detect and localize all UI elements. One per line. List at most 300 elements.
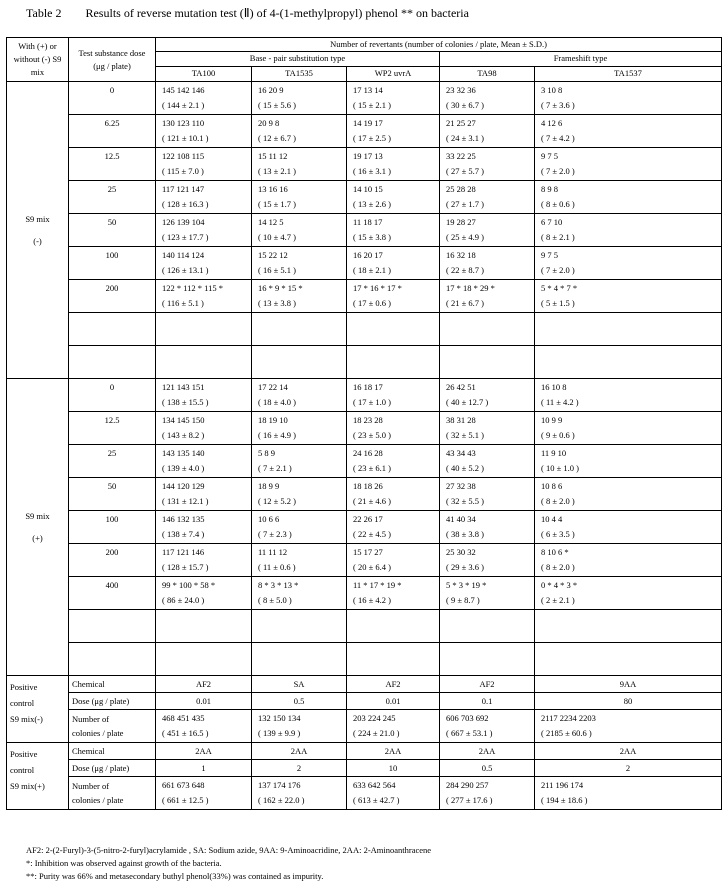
data-row	[7, 280, 722, 313]
mean-sd	[446, 133, 530, 144]
colony-count-values: 146 132 135	[162, 514, 205, 524]
dose-cell: 25	[69, 181, 156, 214]
colony-counts	[446, 780, 530, 791]
mean-sd-value: ( 138 ± 15.5 )	[162, 397, 209, 407]
colony-counts	[541, 118, 717, 129]
colony-count-values: 11 11 12	[258, 547, 288, 557]
colony-count-values: 9 7 5	[541, 250, 558, 260]
colony-counts	[353, 382, 435, 393]
blank-cell	[156, 643, 252, 676]
colony-counts	[541, 151, 717, 162]
colony-counts	[446, 118, 530, 129]
blank-cell	[440, 346, 535, 379]
count-box	[156, 379, 251, 411]
count-cell	[156, 247, 252, 280]
count-cell	[252, 511, 347, 544]
colony-counts	[353, 151, 435, 162]
colony-count-values: 16 * 9 * 15 *	[258, 283, 303, 293]
colony-count-values: 211 196 174	[541, 780, 584, 790]
colony-counts	[353, 415, 435, 426]
colony-count-values: 21 25 27	[446, 118, 476, 128]
mean-sd-value: ( 20 ± 6.4 )	[353, 562, 391, 572]
count-cell	[440, 247, 535, 280]
colony-count-values: 11 * 17 * 19 *	[353, 580, 402, 590]
count-box	[535, 82, 721, 114]
count-box	[252, 478, 346, 510]
number-label-line: colonies / plate	[72, 728, 124, 738]
s9-label-sign: (-)	[33, 235, 42, 246]
colony-counts	[446, 151, 530, 162]
mean-sd-value: ( 12 ± 5.2 )	[258, 496, 296, 506]
count-cell	[535, 478, 722, 511]
count-cell	[156, 82, 252, 115]
dose-value: 2	[252, 760, 347, 777]
blank-cell	[156, 313, 252, 346]
count-cell	[440, 412, 535, 445]
positive-chemical-row	[7, 743, 722, 760]
count-box	[156, 478, 251, 510]
colony-count-values: 10 4 4	[541, 514, 563, 524]
blank-cell	[156, 610, 252, 643]
colony-count-values: 20 9 8	[258, 118, 280, 128]
count-cell	[440, 214, 535, 247]
mean-sd	[162, 298, 247, 309]
mean-sd-value: ( 30 ± 6.7 )	[446, 100, 484, 110]
mean-sd-value: ( 25 ± 4.9 )	[446, 232, 484, 242]
colony-count-values: 633 642 564	[353, 780, 396, 790]
blank-cell	[69, 610, 156, 643]
mean-sd	[541, 265, 717, 276]
number-label-line: Number of	[72, 781, 110, 791]
mean-sd-value: ( 115 ± 7.0 )	[162, 166, 204, 176]
colony-count-values: 130 123 110	[162, 118, 205, 128]
colony-count-values: 16 20 9	[258, 85, 284, 95]
blank-cell	[440, 313, 535, 346]
mean-sd	[446, 562, 530, 573]
colony-counts	[162, 85, 247, 96]
count-cell	[156, 777, 252, 810]
count-cell	[347, 379, 440, 412]
colony-count-values: 117 121 147	[162, 184, 205, 194]
count-box	[252, 511, 346, 543]
mean-sd	[162, 430, 247, 441]
mean-sd-value: ( 8 ± 0.6 )	[541, 199, 575, 209]
count-cell	[535, 379, 722, 412]
colony-count-values: 140 114 124	[162, 250, 205, 260]
colony-counts	[353, 780, 435, 791]
mean-sd	[258, 166, 342, 177]
count-cell	[156, 445, 252, 478]
count-cell	[440, 478, 535, 511]
count-cell	[252, 148, 347, 181]
count-box	[347, 115, 439, 147]
colony-counts	[258, 547, 342, 558]
colony-counts	[446, 217, 530, 228]
mean-sd-value: ( 661 ± 12.5 )	[162, 795, 209, 805]
count-cell	[440, 544, 535, 577]
count-box	[535, 511, 721, 543]
count-box	[252, 214, 346, 246]
mean-sd-value: ( 13 ± 2.6 )	[353, 199, 391, 209]
mean-sd-value: ( 194 ± 18.6 )	[541, 795, 588, 805]
count-cell	[347, 412, 440, 445]
colony-count-values: 14 19 17	[353, 118, 383, 128]
colony-count-values: 11 9 10	[541, 448, 567, 458]
colony-counts	[353, 250, 435, 261]
mean-sd-value: ( 7 ± 4.2 )	[541, 133, 575, 143]
mean-sd	[541, 166, 717, 177]
count-cell	[347, 511, 440, 544]
count-box	[535, 478, 721, 510]
count-box	[156, 247, 251, 279]
count-cell	[440, 280, 535, 313]
count-box	[156, 710, 251, 742]
count-cell	[252, 181, 347, 214]
colony-count-values: 38 31 28	[446, 415, 476, 425]
mean-sd	[353, 595, 435, 606]
count-cell	[440, 148, 535, 181]
chemical-value: AF2	[156, 676, 252, 693]
count-cell	[347, 181, 440, 214]
colony-count-values: 121 143 151	[162, 382, 205, 392]
mean-sd	[446, 795, 530, 806]
colony-counts	[258, 118, 342, 129]
colony-count-values: 15 17 27	[353, 547, 383, 557]
colony-count-values: 22 26 17	[353, 514, 383, 524]
dose-value: 0.5	[252, 693, 347, 710]
count-cell	[252, 247, 347, 280]
mean-sd-value: ( 38 ± 3.8 )	[446, 529, 484, 539]
mean-sd-value: ( 17 ± 2.5 )	[353, 133, 391, 143]
colony-counts	[541, 713, 717, 724]
count-box	[535, 577, 721, 609]
count-box	[156, 777, 251, 809]
dose-cell: 12.5	[69, 148, 156, 181]
colony-count-values: 143 135 140	[162, 448, 205, 458]
colony-counts	[258, 580, 342, 591]
data-row	[7, 247, 722, 280]
header-dose: Test substance dose (μg / plate)	[69, 38, 156, 82]
colony-counts	[258, 780, 342, 791]
positive-control-label-line: S9 mix(+)	[10, 781, 45, 791]
chemical-value: 2AA	[535, 743, 722, 760]
colony-count-values: 137 174 176	[258, 780, 301, 790]
mean-sd	[258, 562, 342, 573]
colony-count-values: 126 139 104	[162, 217, 205, 227]
mean-sd	[258, 397, 342, 408]
colony-count-values: 23 32 36	[446, 85, 476, 95]
mean-sd-value: ( 40 ± 12.7 )	[446, 397, 489, 407]
colony-count-values: 19 28 27	[446, 217, 476, 227]
count-box	[440, 280, 534, 312]
dose-value: 0.1	[440, 693, 535, 710]
mean-sd	[353, 100, 435, 111]
colony-counts	[541, 415, 717, 426]
positive-control-label	[7, 676, 69, 743]
colony-counts	[541, 448, 717, 459]
colony-counts	[353, 85, 435, 96]
count-box	[347, 214, 439, 246]
positive-dose-row	[7, 760, 722, 777]
count-box	[252, 280, 346, 312]
count-cell	[440, 511, 535, 544]
colony-count-values: 16 10 8	[541, 382, 567, 392]
colony-counts	[258, 713, 342, 724]
mean-sd-value: ( 18 ± 2.1 )	[353, 265, 391, 275]
mean-sd	[446, 397, 530, 408]
count-box	[252, 82, 346, 114]
count-box	[252, 544, 346, 576]
mean-sd-value: ( 17 ± 1.0 )	[353, 397, 391, 407]
count-cell	[535, 777, 722, 810]
count-box	[156, 148, 251, 180]
count-box	[347, 379, 439, 411]
colony-counts	[258, 151, 342, 162]
colony-count-values: 3 10 8	[541, 85, 563, 95]
strain-wp2-uvra: WP2 uvrA	[347, 66, 440, 81]
mean-sd	[162, 562, 247, 573]
data-row	[7, 412, 722, 445]
colony-counts	[446, 514, 530, 525]
count-cell	[156, 412, 252, 445]
mean-sd-value: ( 121 ± 10.1 )	[162, 133, 209, 143]
count-box	[440, 412, 534, 444]
strain-ta1537: TA1537	[535, 66, 722, 81]
count-cell	[252, 115, 347, 148]
count-cell	[535, 280, 722, 313]
colony-count-values: 16 18 17	[353, 382, 383, 392]
mean-sd-value: ( 40 ± 5.2 )	[446, 463, 484, 473]
data-row	[7, 577, 722, 610]
chemical-value: 9AA	[535, 676, 722, 693]
chemical-value: SA	[252, 676, 347, 693]
colony-count-values: 284 290 257	[446, 780, 489, 790]
mean-sd	[162, 463, 247, 474]
count-box	[440, 445, 534, 477]
colony-counts	[162, 151, 247, 162]
mean-sd	[353, 562, 435, 573]
colony-counts	[258, 448, 342, 459]
count-cell	[252, 412, 347, 445]
count-box	[347, 544, 439, 576]
colony-count-values: 15 11 12	[258, 151, 288, 161]
count-cell	[535, 247, 722, 280]
colony-counts	[258, 85, 342, 96]
mean-sd-value: ( 8 ± 2.1 )	[541, 232, 575, 242]
dose-cell: 12.5	[69, 412, 156, 445]
blank-cell	[252, 346, 347, 379]
colony-counts	[258, 184, 342, 195]
mean-sd-value: ( 131 ± 12.1 )	[162, 496, 209, 506]
dose-cell: 200	[69, 280, 156, 313]
count-cell	[440, 379, 535, 412]
colony-count-values: 606 703 692	[446, 713, 489, 723]
mean-sd-value: ( 15 ± 3.8 )	[353, 232, 391, 242]
colony-count-values: 18 19 10	[258, 415, 288, 425]
colony-counts	[258, 250, 342, 261]
count-cell	[252, 445, 347, 478]
blank-cell	[440, 610, 535, 643]
count-box	[252, 412, 346, 444]
colony-count-values: 27 32 38	[446, 481, 476, 491]
count-box	[252, 577, 346, 609]
colony-counts	[541, 217, 717, 228]
mean-sd-value: ( 8 ± 5.0 )	[258, 595, 292, 605]
dose-value: 2	[535, 760, 722, 777]
colony-counts	[162, 118, 247, 129]
dose-label: Dose (μg / plate)	[69, 693, 156, 710]
blank-row	[7, 643, 722, 676]
count-cell	[347, 115, 440, 148]
colony-count-values: 15 22 12	[258, 250, 288, 260]
colony-count-values: 8 10 6 *	[541, 547, 569, 557]
mean-sd	[258, 496, 342, 507]
chemical-value: AF2	[347, 676, 440, 693]
colony-counts	[162, 415, 247, 426]
colony-count-values: 468 451 435	[162, 713, 205, 723]
count-box	[347, 247, 439, 279]
colony-counts	[541, 184, 717, 195]
count-box	[440, 148, 534, 180]
mean-sd-value: ( 18 ± 4.0 )	[258, 397, 296, 407]
colony-counts	[162, 448, 247, 459]
count-box	[347, 280, 439, 312]
count-box	[535, 115, 721, 147]
mean-sd-value: ( 29 ± 3.6 )	[446, 562, 484, 572]
mean-sd-value: ( 8 ± 2.0 )	[541, 562, 575, 572]
count-cell	[535, 577, 722, 610]
count-cell	[156, 181, 252, 214]
colony-counts	[162, 481, 247, 492]
colony-count-values: 5 * 3 * 19 *	[446, 580, 487, 590]
mean-sd	[541, 100, 717, 111]
count-cell	[347, 478, 440, 511]
colony-count-values: 117 121 146	[162, 547, 205, 557]
colony-count-values: 6 7 10	[541, 217, 563, 227]
colony-counts	[162, 514, 247, 525]
mean-sd-value: ( 23 ± 6.1 )	[353, 463, 391, 473]
mean-sd	[353, 199, 435, 210]
count-cell	[252, 82, 347, 115]
mean-sd	[162, 166, 247, 177]
colony-counts	[353, 118, 435, 129]
positive-count-row	[7, 777, 722, 810]
colony-count-values: 17 22 14	[258, 382, 288, 392]
count-cell	[156, 511, 252, 544]
mean-sd-value: ( 11 ± 4.2 )	[541, 397, 579, 407]
count-box	[156, 544, 251, 576]
count-box	[252, 445, 346, 477]
mean-sd	[541, 232, 717, 243]
mean-sd	[353, 265, 435, 276]
mean-sd	[353, 463, 435, 474]
colony-count-values: 25 30 32	[446, 547, 476, 557]
colony-count-values: 18 23 28	[353, 415, 383, 425]
mean-sd-value: ( 9 ± 0.6 )	[541, 430, 575, 440]
mean-sd-value: ( 16 ± 4.2 )	[353, 595, 391, 605]
colony-counts	[353, 448, 435, 459]
mean-sd	[353, 529, 435, 540]
dose-cell: 50	[69, 478, 156, 511]
colony-count-values: 10 9 9	[541, 415, 563, 425]
blank-cell	[347, 610, 440, 643]
colony-counts	[446, 85, 530, 96]
mean-sd	[353, 728, 435, 739]
colony-counts	[258, 283, 342, 294]
colony-counts	[258, 514, 342, 525]
positive-control-label-line: Positive	[10, 682, 38, 692]
colony-counts	[446, 382, 530, 393]
colony-counts	[162, 184, 247, 195]
count-box	[535, 280, 721, 312]
count-box	[347, 478, 439, 510]
dose-value: 0.5	[440, 760, 535, 777]
footnotes	[26, 844, 431, 883]
mean-sd-value: ( 116 ± 5.1 )	[162, 298, 204, 308]
chemical-value: 2AA	[252, 743, 347, 760]
count-box	[156, 214, 251, 246]
footnote-purity: **: Purity was 66% and metasecondary buthyl phenol(33%) was contained as impurity.	[26, 871, 324, 881]
header-row-1	[7, 38, 722, 52]
count-box	[440, 115, 534, 147]
mean-sd-value: ( 5 ± 1.5 )	[541, 298, 575, 308]
blank-cell	[69, 313, 156, 346]
count-box	[535, 379, 721, 411]
mean-sd-value: ( 9 ± 8.7 )	[446, 595, 480, 605]
colony-counts	[446, 481, 530, 492]
count-box	[535, 181, 721, 213]
number-label-line: Number of	[72, 714, 110, 724]
colony-count-values: 203 224 245	[353, 713, 396, 723]
colony-count-values: 13 16 16	[258, 184, 288, 194]
colony-count-values: 18 18 26	[353, 481, 383, 491]
colony-counts	[162, 283, 247, 294]
count-box	[535, 148, 721, 180]
mean-sd	[258, 728, 342, 739]
count-cell	[535, 214, 722, 247]
count-cell	[347, 214, 440, 247]
mean-sd	[541, 430, 717, 441]
colony-counts	[353, 184, 435, 195]
mean-sd-value: ( 13 ± 2.1 )	[258, 166, 296, 176]
mean-sd	[258, 529, 342, 540]
mean-sd	[541, 298, 717, 309]
colony-count-values: 99 * 100 * 58 *	[162, 580, 216, 590]
count-cell	[347, 280, 440, 313]
mean-sd	[541, 728, 717, 739]
colony-count-values: 145 142 146	[162, 85, 205, 95]
mean-sd-value: ( 10 ± 1.0 )	[541, 463, 579, 473]
colony-counts	[541, 580, 717, 591]
colony-count-values: 4 12 6	[541, 118, 563, 128]
colony-counts	[446, 250, 530, 261]
mean-sd	[353, 133, 435, 144]
count-box	[535, 412, 721, 444]
strain-ta1535: TA1535	[252, 66, 347, 81]
dose-value: 10	[347, 760, 440, 777]
chemical-value: 2AA	[440, 743, 535, 760]
dose-value: 0.01	[156, 693, 252, 710]
dose-cell: 25	[69, 445, 156, 478]
colony-counts	[162, 382, 247, 393]
mean-sd-value: ( 23 ± 5.0 )	[353, 430, 391, 440]
count-cell	[252, 777, 347, 810]
colony-counts	[446, 580, 530, 591]
count-cell	[440, 777, 535, 810]
chemical-value: AF2	[440, 676, 535, 693]
blank-cell	[347, 346, 440, 379]
colony-count-values: 9 7 5	[541, 151, 558, 161]
